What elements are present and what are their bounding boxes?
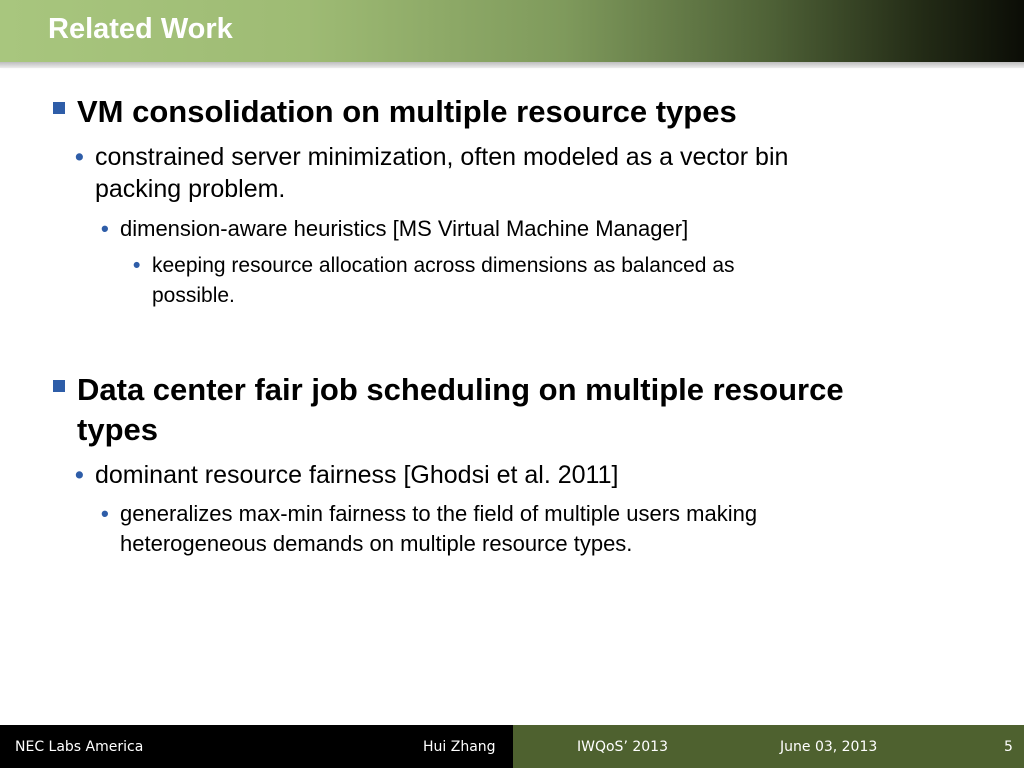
bullet-text: dimension-aware heuristics [MS Virtual Machine Manager]: [120, 216, 689, 241]
bullet-text-line1: generalizes max-min fairness to the field of multiple users making: [120, 501, 758, 526]
bullet-text-line1: constrained server minimization, often modeled as a vector bin: [95, 143, 789, 171]
footer-author: Hui Zhang: [423, 739, 496, 755]
footer-date: June 03, 2013: [780, 739, 878, 755]
footer-right-panel: [513, 725, 1024, 768]
dot-bullet-icon: •: [101, 216, 109, 241]
square-bullet-icon: [53, 102, 65, 114]
title-bar: [0, 0, 1024, 62]
bullet-text-line2: types: [77, 412, 158, 447]
bullet-text-line2: possible.: [152, 284, 235, 307]
bullet-text: dominant resource fairness [Ghodsi et al. 2011]: [95, 461, 619, 489]
bullet-text-line2: packing problem.: [95, 175, 286, 203]
slide-title: Related Work: [48, 13, 233, 45]
bullet-level1-fair-scheduling: [77, 370, 844, 450]
dot-bullet-icon: •: [133, 254, 141, 277]
dot-bullet-icon: •: [75, 461, 84, 489]
bullet-text-line1: keeping resource allocation across dimensions as balanced as: [152, 254, 735, 277]
bullet-level2-dominant-resource-fairness: [75, 459, 619, 491]
footer-conference: IWQoS’ 2013: [577, 739, 668, 755]
dot-bullet-icon: •: [75, 143, 84, 171]
dot-bullet-icon: •: [101, 501, 109, 526]
bullet-text-line1: Data center fair job scheduling on multiple resource: [77, 372, 844, 407]
bullet-level2-constrained-server: [75, 141, 789, 205]
square-bullet-icon: [53, 380, 65, 392]
bullet-text: VM consolidation on multiple resource types: [77, 94, 737, 129]
bullet-text-line2: heterogeneous demands on multiple resource types.: [120, 531, 633, 556]
bullet-level4-balanced-allocation: [133, 251, 735, 311]
bullet-level3-generalizes-max-min: [101, 499, 758, 559]
footer-left-panel: [0, 725, 513, 768]
title-divider: [0, 62, 1024, 68]
footer-page-number: 5: [1004, 739, 1013, 755]
footer-organization: NEC Labs America: [15, 739, 144, 755]
footer: [0, 725, 1024, 768]
bullet-level1-vm-consolidation: [77, 92, 737, 132]
bullet-level3-dimension-aware: [101, 214, 689, 244]
